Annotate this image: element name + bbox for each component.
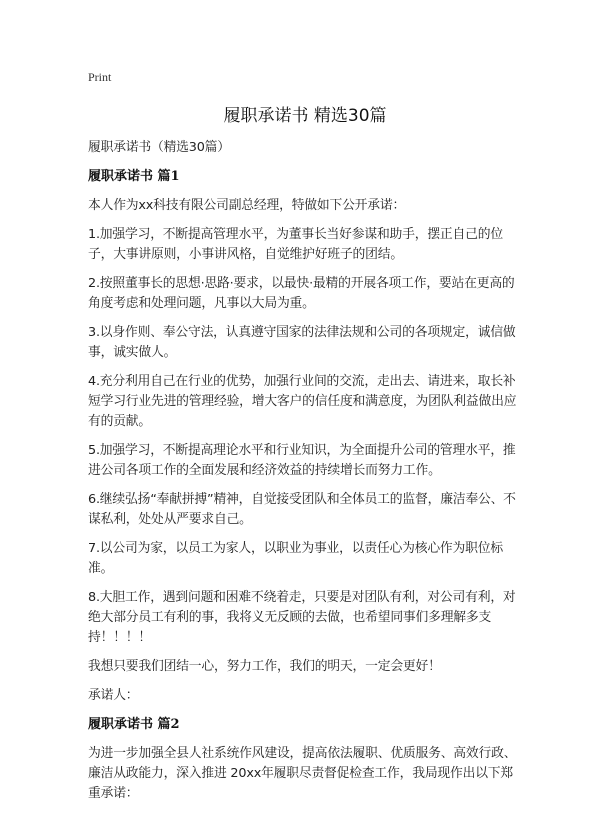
paragraph: 7.以公司为家，以员工为家人，以职业为事业，以责任心为核心作为职位标准。 bbox=[88, 541, 503, 576]
paragraph: 为进一步加强全县人社系统作风建设，提高依法履职、优质服务、高效行政、廉洁从政能力，深入推进 20xx年履职尽责督促检查工作，我局现作出以下郑重承诺： bbox=[88, 746, 517, 801]
subtitle: 履职承诺书（精选30篇） bbox=[88, 140, 230, 155]
paragraph: 2.按照董事长的思想·思路·要求，以最快·最精的开展各项工作，要站在更高的角度考虑和处理问题，凡事以大局为重。 bbox=[88, 276, 515, 311]
section-heading: 履职承诺书 篇1 bbox=[88, 169, 180, 184]
paragraph: 1.加强学习，不断提高管理水平，为董事长当好参谋和助手，摆正自己的位子，大事讲原则，小事讲风格，自觉维护好班子的团结。 bbox=[88, 227, 503, 262]
paragraph: 4.充分利用自己在行业的优势，加强行业间的交流，走出去、请进来，取长补短学习行业先进的管理经验，增大客户的信任度和满意度，为团队利益做出应有的贡献。 bbox=[88, 374, 517, 429]
paragraph: 6.继续弘扬“奉献拼搏”精神，自觉接受团队和全体员工的监督，廉洁奉公、不谋私利，处处从严要求自己。 bbox=[88, 492, 516, 527]
section-heading: 履职承诺书 篇2 bbox=[88, 717, 180, 732]
paragraph: 5.加强学习，不断提高理论水平和行业知识，为全面提升公司的管理水平，推进公司各项工作的全面发展和经济效益的持续增长而努力工作。 bbox=[88, 443, 516, 478]
signature-line: 承诺人： bbox=[88, 688, 139, 703]
paragraph: 3.以身作则、奉公守法，认真遵守国家的法律法规和公司的各项规定，诚信做事，诚实做人。 bbox=[88, 325, 516, 360]
document-page bbox=[88, 70, 522, 813]
page-title: 履职承诺书 精选30篇 bbox=[223, 106, 387, 126]
print-link[interactable]: Print bbox=[88, 70, 112, 84]
paragraph: 本人作为xx科技有限公司副总经理，特做如下公开承诺： bbox=[88, 198, 406, 213]
paragraph: 我想只要我们团结一心，努力工作，我们的明天，一定会更好！ bbox=[88, 659, 441, 674]
paragraph: 8.大胆工作，遇到问题和困难不绕着走，只要是对团队有利，对公司有利，对绝大部分员工有利的事，我将义无反顾的去做，也希望同事们多理解多支持！！！！ bbox=[88, 590, 516, 645]
